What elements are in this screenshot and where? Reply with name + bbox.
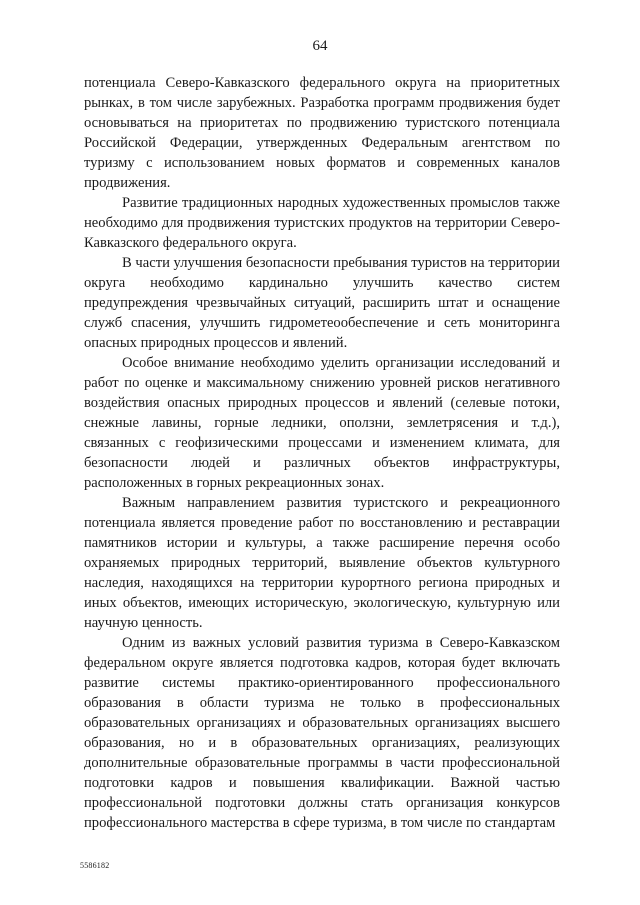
paragraph-continuation: потенциала Северо-Кавказского федерального округа на приоритетных рынках, в том числе зарубежных. Разработка программ продвижения будет основываться на приоритетах по продвижению туристского потенциала Российской Федерации, утвержденных Федеральным агентством по туризму с использованием новых форматов и современных каналов продвижения. [84, 75, 560, 191]
document-code: 5586182 [80, 861, 110, 870]
paragraph-safety: В части улучшения безопасности пребывания туристов на территории округа необходимо кардинально улучшить качество систем предупреждения чрезвычайных ситуаций, расширить штат и оснащение служб спасения, улучшить гидрометеообеспечение и сеть мониторинга опасных природных процессов и явлений. [84, 255, 560, 351]
paragraph-heritage: Важным направлением развития туристского и рекреационного потенциала является проведение работ по восстановлению и реставрации памятников истории и культуры, а также расширение перечня особо охраняемых природных территорий, выявление объектов культурного наследия, находящихся на территории курортного региона природных и иных объектов, имеющих историческую, экологическую, культурную или научную ценность. [84, 495, 560, 631]
document-body [84, 73, 560, 833]
paragraph-training: Одним из важных условий развития туризма в Северо-Кавказском федеральном округе является подготовка кадров, которая будет включать развитие системы практико-ориентированного профессионального образования в области туризма не только в профессиональных образовательных организациях и образовательных организациях высшего образования, но и в образовательных организациях, реализующих дополнительные образовательные программы в части профессиональной подготовки кадров и повышения квалификации. Важной частью профессиональной подготовки должны стать организация конкурсов профессионального мастерства в сфере туризма, в том числе по стандартам [84, 635, 560, 831]
page-number: 64 [312, 38, 328, 54]
paragraph-risk-research: Особое внимание необходимо уделить организации исследований и работ по оценке и максимальному снижению уровней рисков негативного воздействия опасных природных процессов и явлений (селевые потоки, снежные лавины, горные ледники, оползни, землетрясения и т.д.), связанных с геофизическими процессами и изменением климата, для безопасности людей и различных объектов инфраструктуры, расположенных в горных рекреационных зонах. [84, 355, 560, 491]
paragraph-crafts: Развитие традиционных народных художественных промыслов также необходимо для продвижения туристских продуктов на территории Северо-Кавказского федерального округа. [84, 195, 560, 251]
